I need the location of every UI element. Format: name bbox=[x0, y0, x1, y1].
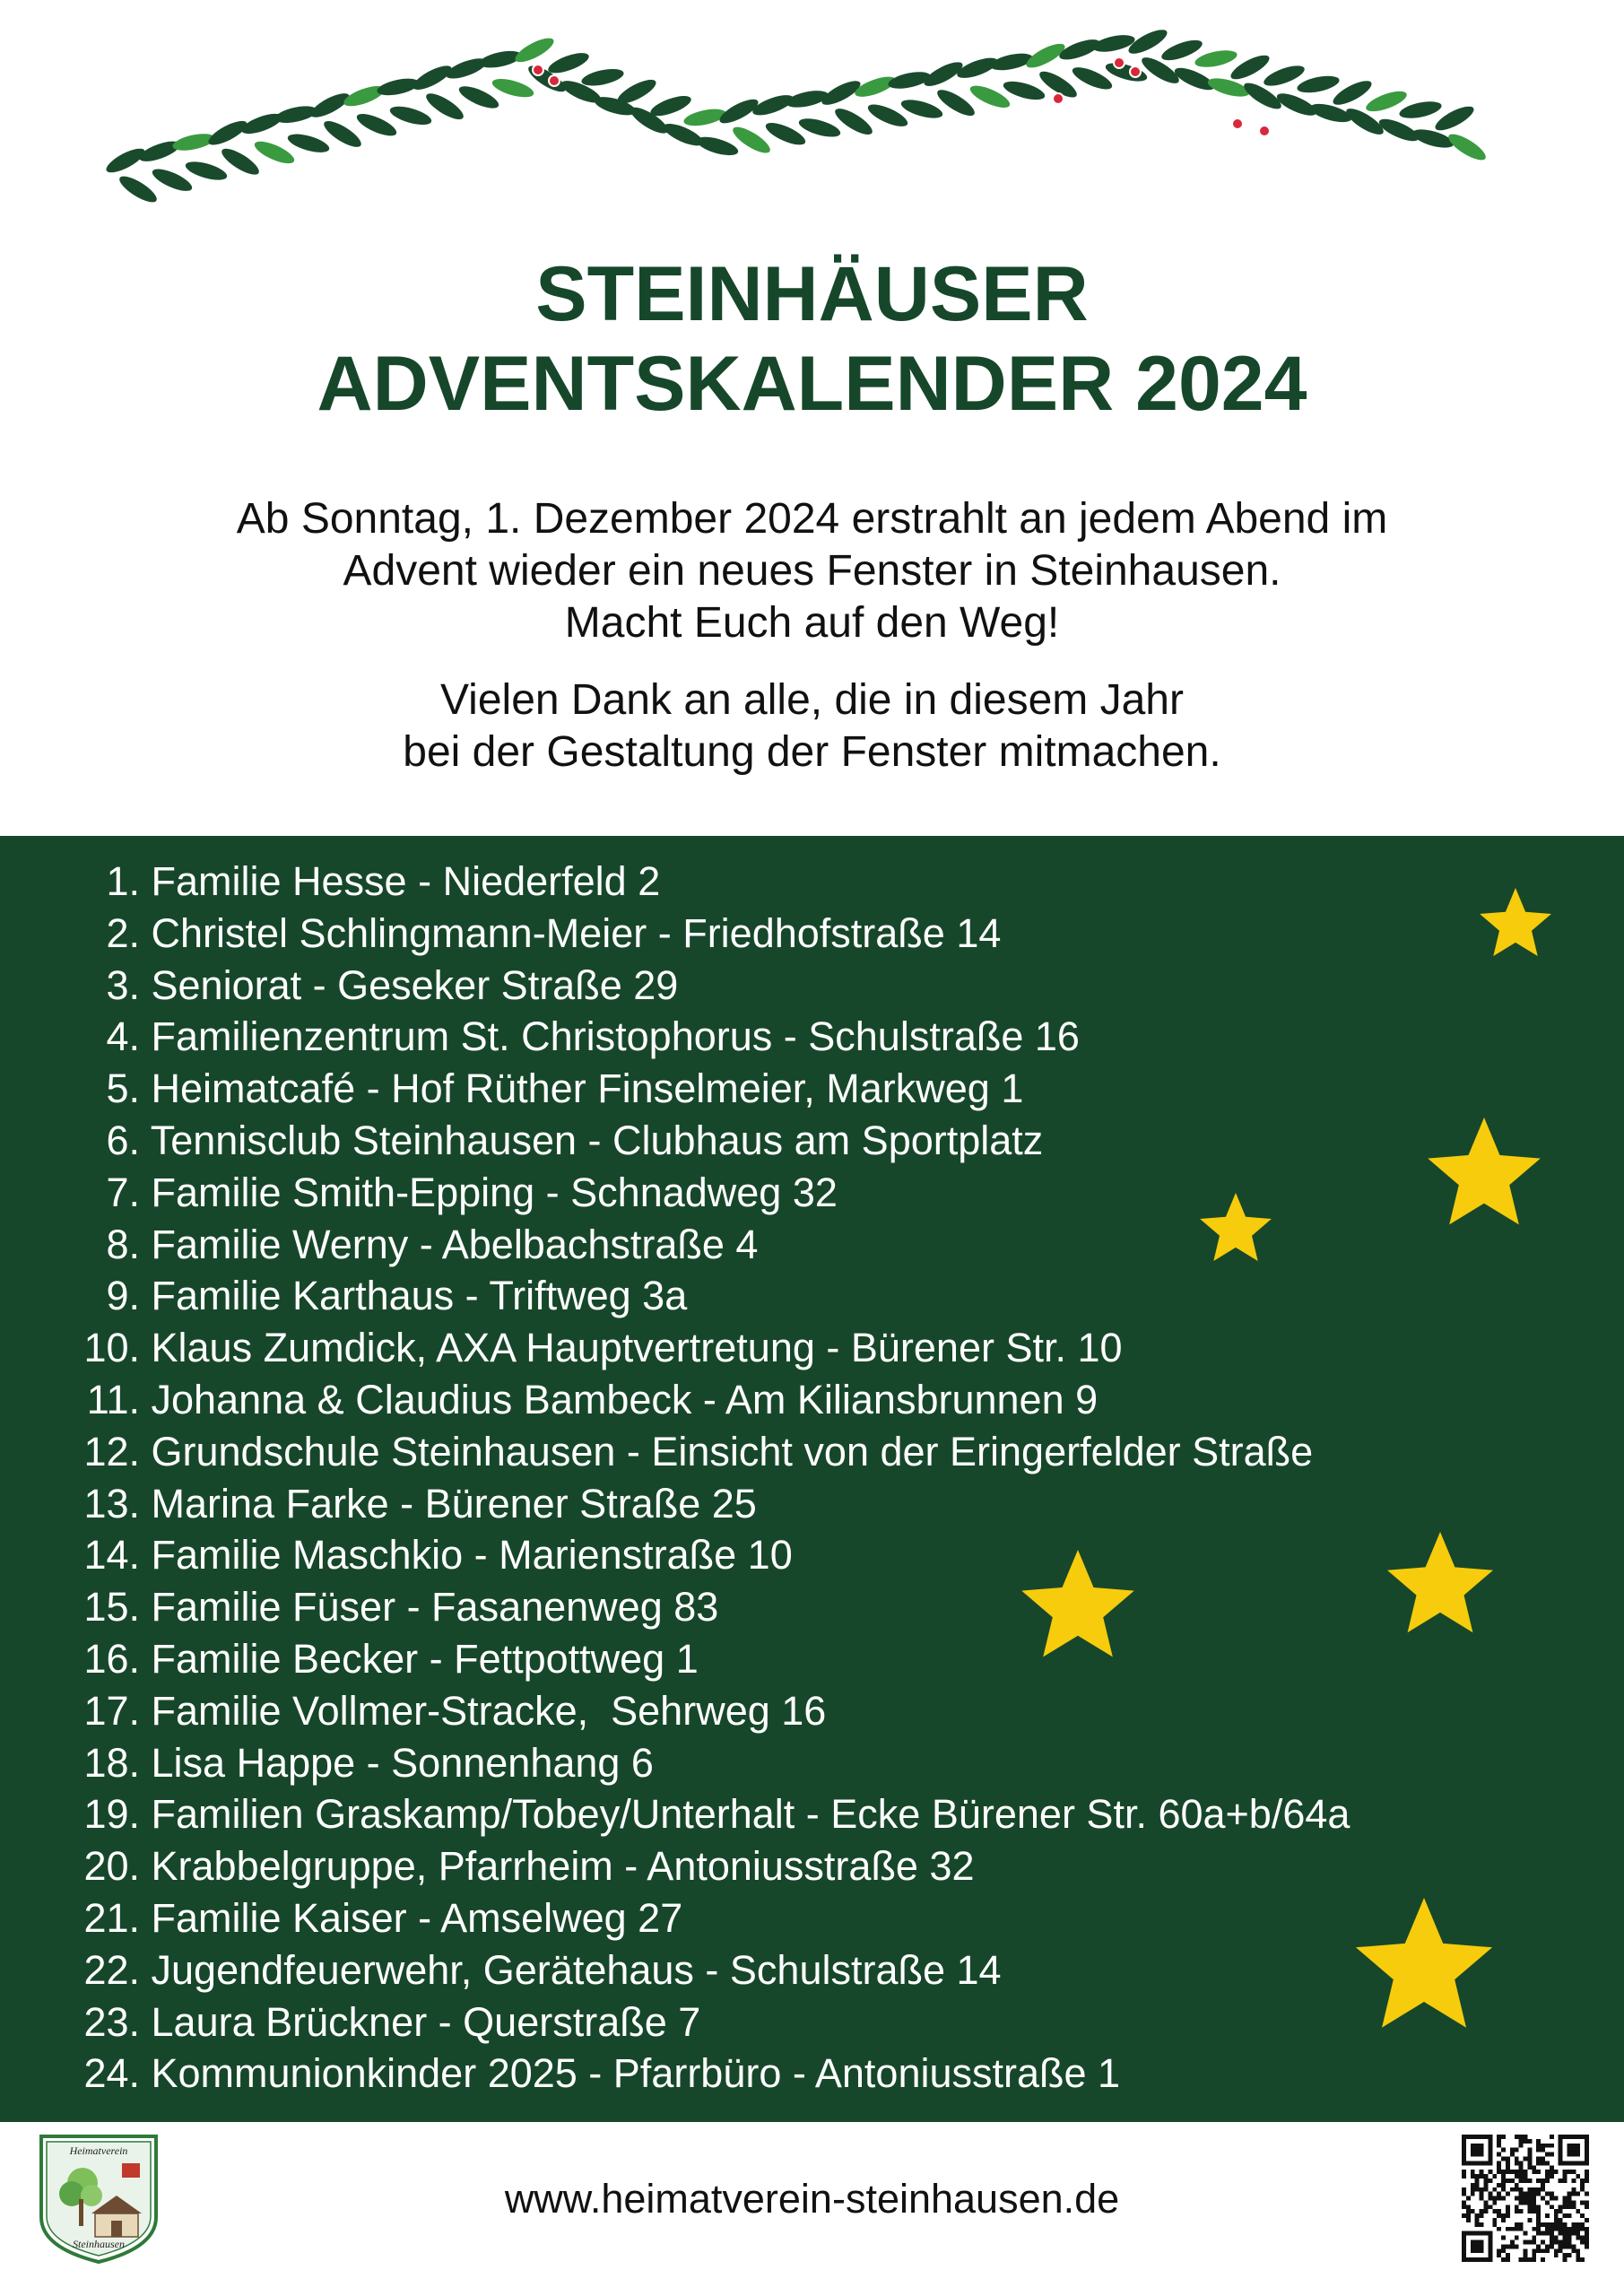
entry-number: 16. bbox=[83, 1635, 140, 1682]
entry-number: 24. bbox=[83, 2050, 140, 2097]
entry-number: 11. bbox=[86, 1376, 140, 1422]
leaf-icon bbox=[899, 96, 945, 122]
logo-text-bottom: Steinhausen bbox=[73, 2238, 125, 2250]
berry-icon bbox=[533, 65, 543, 75]
entry-number: 10. bbox=[83, 1325, 140, 1371]
star-icon bbox=[1480, 888, 1551, 956]
calendar-list bbox=[54, 856, 1350, 2100]
title-line-2: ADVENTSKALENDER 2024 bbox=[317, 341, 1307, 427]
entry-text: Familie Maschkio - Marienstraße 10 bbox=[151, 1532, 793, 1578]
intro-paragraph bbox=[0, 493, 1624, 649]
logo-text-top: Heimatverein bbox=[69, 2144, 128, 2157]
entry-number: 6. bbox=[106, 1117, 140, 1163]
entry-text: Seniorat - Geseker Straße 29 bbox=[151, 961, 679, 1008]
entry-number: 21. bbox=[83, 1894, 140, 1941]
berry-icon bbox=[1259, 126, 1270, 136]
berry-icon bbox=[1114, 57, 1125, 68]
leaf-icon bbox=[1002, 78, 1047, 104]
entry-text: Tennisclub Steinhausen - Clubhaus am Sportplatz bbox=[150, 1117, 1044, 1163]
entry-text: Familie Kaiser - Amselweg 27 bbox=[151, 1894, 683, 1941]
calendar-entry bbox=[54, 1737, 1350, 1789]
calendar-entry bbox=[54, 1996, 1350, 2048]
entry-number: 12. bbox=[83, 1428, 140, 1474]
calendar-entry bbox=[54, 1581, 1350, 1633]
berry-icon bbox=[1232, 118, 1243, 129]
qr-code-icon bbox=[1462, 2135, 1589, 2262]
calendar-panel bbox=[0, 836, 1624, 2122]
leaf-icon bbox=[1398, 99, 1443, 122]
leaf-icon bbox=[695, 134, 741, 160]
intro-line-3: Macht Euch auf den Weg! bbox=[564, 599, 1060, 647]
berry-icon bbox=[549, 75, 560, 86]
calendar-entry bbox=[54, 1219, 1350, 1271]
thanks-line-1: Vielen Dank an alle, die in diesem Jahr bbox=[440, 676, 1184, 724]
leaf-icon bbox=[1296, 73, 1341, 96]
leaf-icon bbox=[116, 171, 160, 206]
calendar-entry bbox=[54, 1840, 1350, 1892]
entry-text: Familie Smith-Epping - Schnadweg 32 bbox=[151, 1169, 838, 1215]
entry-number: 3. bbox=[106, 961, 140, 1008]
entry-text: Familie Füser - Fasanenweg 83 bbox=[151, 1584, 719, 1631]
entry-text: Kommunionkinder 2025 - Pfarrbüro - Antoniusstraße 1 bbox=[151, 2050, 1121, 2097]
entry-text: Klaus Zumdick, AXA Hauptvertretung - Bürener Str. 10 bbox=[151, 1325, 1123, 1371]
entry-number: 18. bbox=[83, 1739, 140, 1786]
calendar-entry bbox=[54, 908, 1350, 960]
entry-number: 19. bbox=[83, 1791, 140, 1838]
entry-text: Marina Farke - Bürener Straße 25 bbox=[151, 1480, 757, 1526]
entry-number: 9. bbox=[106, 1273, 140, 1319]
entry-number: 17. bbox=[83, 1687, 140, 1734]
entry-number: 1. bbox=[106, 858, 140, 904]
calendar-entry bbox=[54, 1633, 1350, 1685]
intro-line-2: Advent wieder ein neues Fenster in Steinhausen. bbox=[343, 547, 1281, 595]
star-icon bbox=[1387, 1532, 1493, 1632]
leaf-icon bbox=[1194, 48, 1238, 71]
leaf-icon bbox=[286, 130, 332, 156]
star-icon bbox=[1356, 1898, 1492, 2028]
entry-number: 2. bbox=[106, 909, 140, 956]
leaf-icon bbox=[1104, 59, 1150, 85]
page-title bbox=[0, 249, 1624, 429]
entry-number: 22. bbox=[83, 1946, 140, 1993]
leaf-icon bbox=[184, 158, 230, 184]
entry-text: Laura Brückner - Querstraße 7 bbox=[151, 1998, 701, 2045]
entry-text: Krabbelgruppe, Pfarrheim - Antoniusstraße 32 bbox=[151, 1843, 975, 1890]
calendar-entry bbox=[54, 1167, 1350, 1219]
leaf-icon bbox=[491, 75, 536, 101]
berry-icon bbox=[1053, 93, 1064, 104]
entry-text: Lisa Happe - Sonnenhang 6 bbox=[151, 1739, 654, 1786]
leaf-icon bbox=[205, 117, 250, 150]
intro-text bbox=[0, 493, 1624, 778]
calendar-entry bbox=[54, 1270, 1350, 1322]
calendar-entry bbox=[54, 1685, 1350, 1737]
entry-number: 14. bbox=[83, 1532, 140, 1578]
calendar-entry bbox=[54, 960, 1350, 1012]
calendar-entry bbox=[54, 1011, 1350, 1063]
leaf-icon bbox=[614, 75, 659, 109]
calendar-entry bbox=[54, 1478, 1350, 1530]
calendar-entry bbox=[54, 2048, 1350, 2100]
entry-text: Familie Werny - Abelbachstraße 4 bbox=[151, 1221, 759, 1267]
calendar-entry bbox=[54, 1374, 1350, 1426]
calendar-entry bbox=[54, 1322, 1350, 1374]
leaf-icon bbox=[512, 34, 557, 67]
entry-number: 13. bbox=[83, 1480, 140, 1526]
garland-decoration bbox=[0, 0, 1624, 242]
entry-text: Familie Hesse - Niederfeld 2 bbox=[151, 858, 661, 904]
thanks-paragraph bbox=[0, 674, 1624, 778]
entry-number: 4. bbox=[106, 1013, 140, 1060]
calendar-entry bbox=[54, 1063, 1350, 1115]
footer bbox=[0, 2122, 1624, 2296]
intro-line-1: Ab Sonntag, 1. Dezember 2024 erstrahlt an jedem Abend im bbox=[236, 495, 1388, 543]
entry-text: Familie Vollmer-Stracke, Sehrweg 16 bbox=[151, 1687, 827, 1734]
entry-number: 7. bbox=[106, 1169, 140, 1215]
entry-number: 20. bbox=[83, 1843, 140, 1890]
calendar-entry bbox=[54, 1892, 1350, 1944]
calendar-entry bbox=[54, 1426, 1350, 1478]
entry-number: 15. bbox=[83, 1584, 140, 1631]
entry-number: 8. bbox=[106, 1221, 140, 1267]
title-line-1: STEINHÄUSER bbox=[535, 251, 1089, 337]
berry-icon bbox=[1130, 66, 1141, 77]
entry-text: Familien Graskamp/Tobey/Unterhalt - Ecke Bürener Str. 60a+b/64a bbox=[151, 1791, 1350, 1838]
calendar-entry bbox=[54, 1944, 1350, 1996]
entry-text: Johanna & Claudius Bambeck - Am Kiliansbrunnen 9 bbox=[151, 1376, 1099, 1422]
calendar-entry bbox=[54, 856, 1350, 908]
entry-text: Familienzentrum St. Christophorus - Schulstraße 16 bbox=[151, 1013, 1080, 1060]
calendar-entry bbox=[54, 1115, 1350, 1167]
entry-text: Heimatcafé - Hof Rüther Finselmeier, Markweg 1 bbox=[151, 1065, 1024, 1112]
entry-text: Grundschule Steinhausen - Einsicht von der Eringerfelder Straße bbox=[151, 1428, 1314, 1474]
star-icon bbox=[1428, 1118, 1541, 1224]
leaf-icon bbox=[797, 115, 843, 141]
thanks-line-2: bei der Gestaltung der Fenster mitmachen. bbox=[403, 728, 1221, 776]
entry-text: Familie Becker - Fettpottweg 1 bbox=[151, 1635, 699, 1682]
entry-number: 5. bbox=[106, 1065, 140, 1112]
entry-text: Familie Karthaus - Triftweg 3a bbox=[151, 1273, 688, 1319]
calendar-entry bbox=[54, 1529, 1350, 1581]
leaf-icon bbox=[410, 61, 455, 94]
leaf-icon bbox=[546, 49, 592, 77]
leaf-icon bbox=[308, 89, 352, 122]
calendar-entry bbox=[54, 1788, 1350, 1840]
website-link[interactable]: www.heimatverein-steinhausen.de bbox=[504, 2176, 1120, 2222]
leaf-icon bbox=[1445, 129, 1489, 164]
leaf-icon bbox=[388, 103, 434, 129]
leaf-icon bbox=[580, 65, 625, 89]
entry-text: Christel Schlingmann-Meier - Friedhofstraße 14 bbox=[151, 909, 1002, 956]
entry-text: Jugendfeuerwehr, Gerätehaus - Schulstraße 14 bbox=[151, 1946, 1002, 1993]
leaf-icon bbox=[103, 144, 148, 178]
entry-number: 23. bbox=[83, 1998, 140, 2045]
